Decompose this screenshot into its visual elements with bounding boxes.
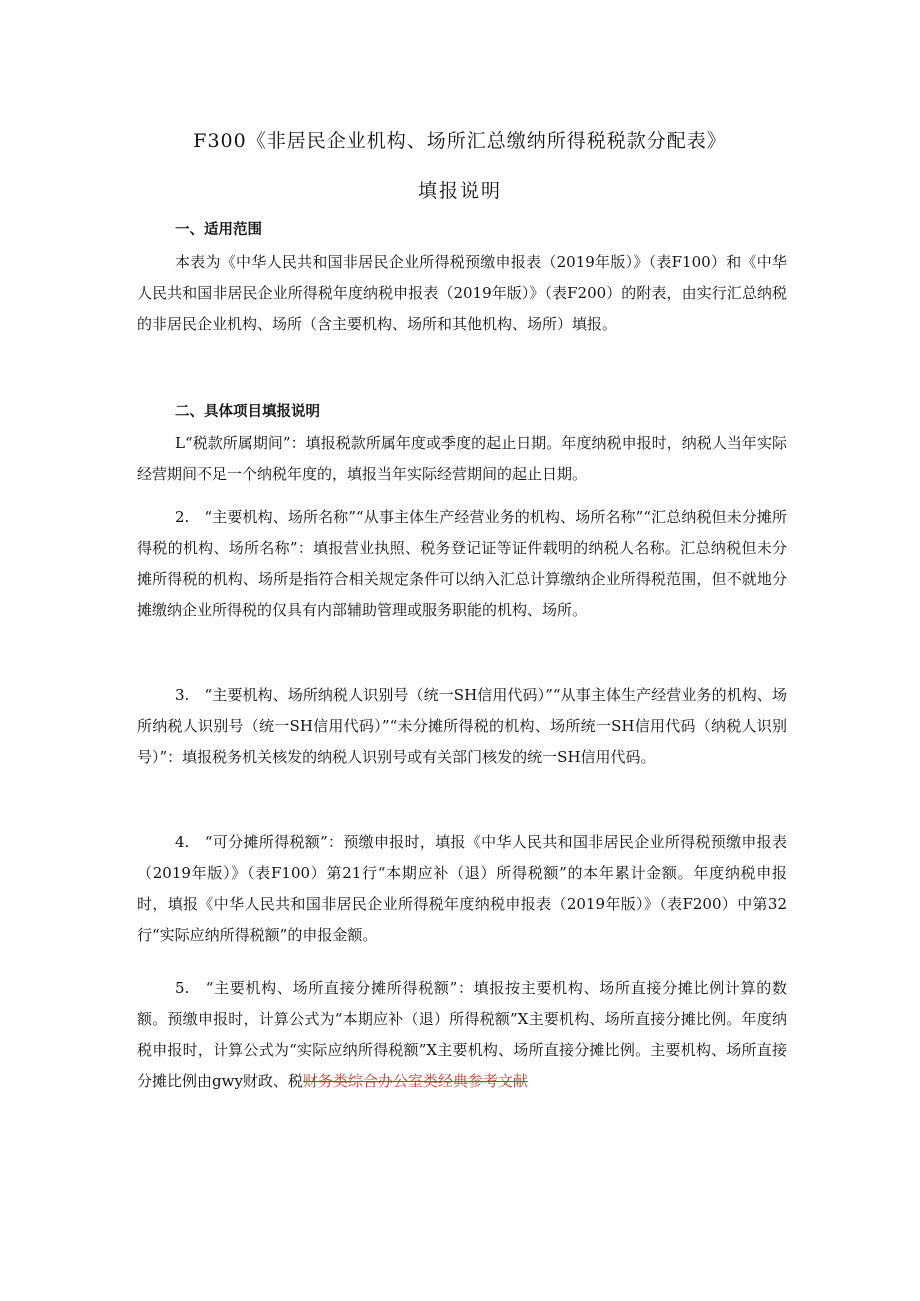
item-paragraph-3: 3. “主要机构、场所纳税人识别号（统一SH信用代码）”“从事主体生产经营业务的机构、场所纳税人识别号（统一SH信用代码）”“未分摊所得税的机构、场所统一SH信用代码（纳税人识别号）”：填报税务机关核发的纳税人识别号或有关部门核发的统一SH信用代码。: [137, 686, 787, 766]
item-paragraph-4: 4. “可分摊所得税额”：预缴申报时，填报《中华人民共和国非居民企业所得税预缴申报表（2019年版）》（表F100）第21行“本期应补（退）所得税额”的本年累计金额。年度纳税申报时，填报《中华人民共和国非居民企业所得税年度纳税申报表（2019年版）》（表F200）中第32行“实际应纳所得税额”的申报金额。: [137, 833, 787, 944]
section-heading-scope: 一、适用范围: [175, 222, 262, 238]
item-paragraph-5-text: 5. “主要机构、场所直接分摊所得税额”：填报按主要机构、场所直接分摊比例计算的数额。预缴申报时，计算公式为“本期应补（退）所得税额”X主要机构、场所直接分摊比例。年度纳税申报时，计算公式为“实际应纳所得税额”X主要机构、场所直接分摊比例。主要机构、场所直接分摊比例由gwy财政、税: [137, 979, 787, 1090]
section-heading-items: 二、具体项目填报说明: [175, 404, 320, 420]
item-paragraph-1: L“税款所属期间”：填报税款所属年度或季度的起止日期。年度纳税申报时，纳税人当年实际经营期间不足一个纳税年度的，填报当年实际经营期间的起止日期。: [137, 434, 787, 483]
document-title: F300《非居民企业机构、场所汇总缴纳所得税税款分配表》: [193, 130, 727, 152]
struck-watermark-text: 财务类综合办公室类经典参考文献: [302, 1072, 528, 1090]
section-body-scope: 本表为《中华人民共和国非居民企业所得税预缴申报表（2019年版）》（表F100）和《中华人民共和国非居民企业所得税年度纳税申报表（2019年版）》（表F200）的附表，由实行汇总纳税的非居民企业机构、场所（含主要机构、场所和其他机构、场所）填报。: [137, 253, 787, 333]
item-paragraph-5: [137, 973, 787, 1097]
item-paragraph-2: 2. “主要机构、场所名称”“从事主体生产经营业务的机构、场所名称”“汇总纳税但未分摊所得税的机构、场所名称”：填报营业执照、税务登记证等证件载明的纳税人名称。汇总纳税但未分摊所得税的机构、场所是指符合相关规定条件可以纳入汇总计算缴纳企业所得税范围，但不就地分摊缴纳企业所得税的仅具有内部辅助管理或服务职能的机构、场所。: [137, 508, 787, 619]
document-subtitle: 填报说明: [417, 180, 502, 202]
